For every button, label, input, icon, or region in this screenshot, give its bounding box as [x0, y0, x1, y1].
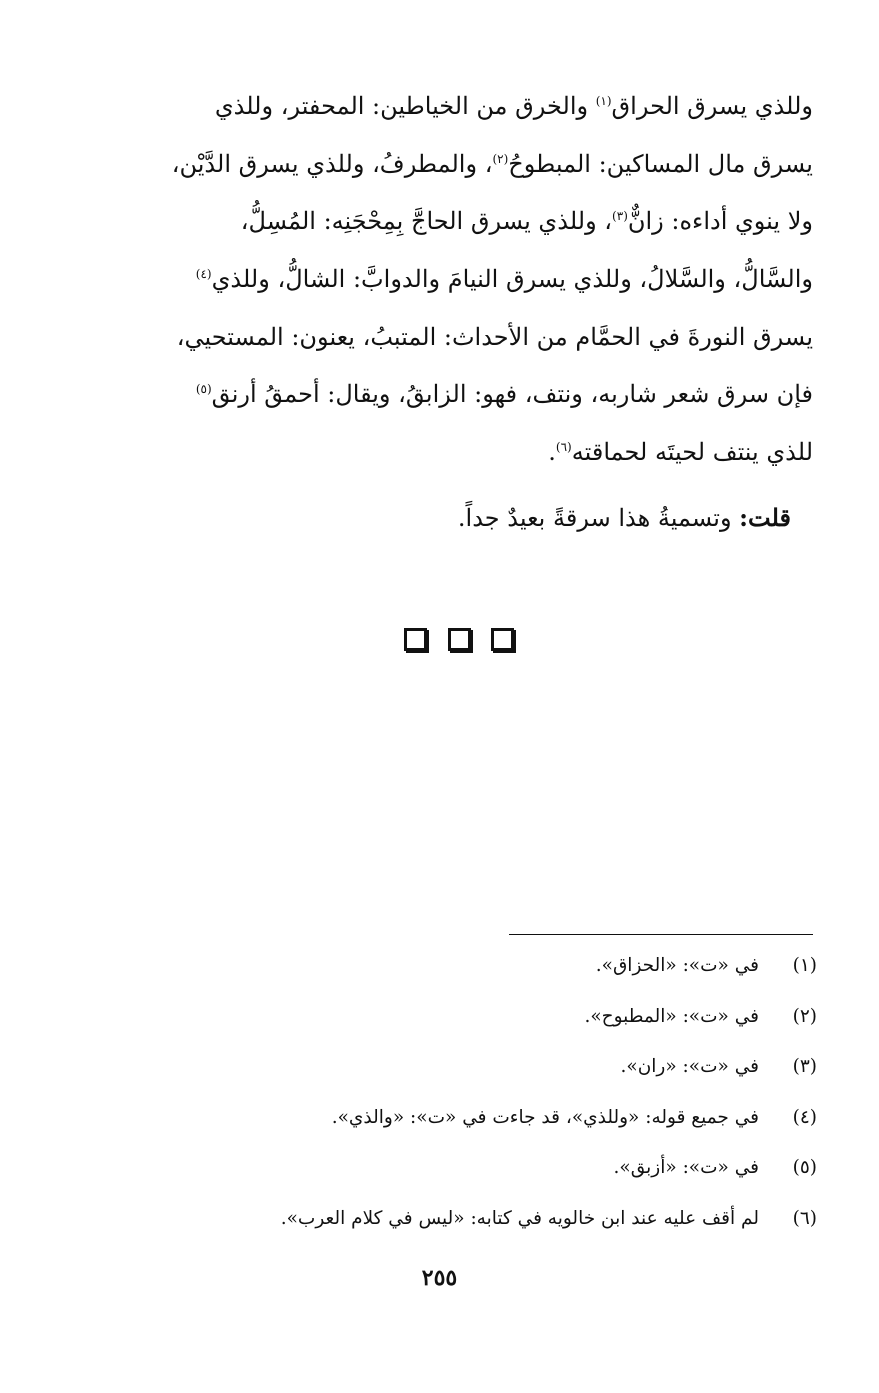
footnote-ref[interactable]: (٥)	[195, 382, 212, 397]
footnote-number: (٥)	[792, 1157, 817, 1179]
footnote-ref[interactable]: (٢)	[492, 151, 509, 166]
footnote-number: (٢)	[792, 1005, 817, 1027]
footnote-item	[117, 1204, 817, 1255]
text-line: وللذي يسرق الحراق$^{(١)}$ والخرق من الخياطين: المحفتر، وللذي	[214, 92, 813, 120]
footnote-ref[interactable]: (١)	[595, 94, 612, 108]
text-line: ولا ينوي أداءه: زانٌّ$^{(٣)}$، وللذي يسرق الحاجَّ بِمِحْجَنِه: المُسِلُّ،	[240, 207, 813, 236]
text-line: والسَّالُّ، والسَّلالُ، وللذي يسرق النيامَ والدوابَّ: الشالُّ، وللذي$^{(٤)}$	[195, 265, 813, 294]
footnote-item	[117, 1002, 817, 1053]
footnote-text: في جميع قوله: «وللذي»، قد جاءت في «ت»: «والذي».	[331, 1106, 759, 1128]
footnote-item	[117, 1153, 817, 1204]
remark-label: قلت:	[739, 503, 791, 532]
square-ornament-icon	[404, 628, 427, 651]
footnote-number: (٣)	[792, 1056, 817, 1078]
square-ornament-icon	[491, 628, 514, 651]
section-separator	[404, 628, 514, 656]
page-number: ٢٥٥	[421, 1265, 458, 1291]
main-paragraph	[63, 78, 813, 482]
text-line: يسرق مال المساكين: المبطوحُ$^{(٢)}$، والمطرفُ، وللذي يسرق الدَّيْن،	[171, 149, 813, 178]
footnote-item	[117, 951, 817, 1002]
footnote-text: في «ت»: «أزبق».	[613, 1157, 759, 1179]
footnote-number: (١)	[792, 955, 817, 976]
square-ornament-icon	[448, 628, 471, 651]
footnotes	[117, 951, 817, 1255]
remark-text: وتسميةُ هذا سرقةً بعيدٌ جداً.	[457, 504, 740, 532]
footnote-text: في «ت»: «ران».	[620, 1056, 759, 1078]
footnote-text: لم أقف عليه عند ابن خالويه في كتابه: «ليس في كلام العرب».	[280, 1207, 759, 1229]
footnote-text: في «ت»: «الحزاق».	[595, 955, 759, 976]
footnote-ref[interactable]: (٤)	[195, 267, 212, 282]
footnote-ref[interactable]: (٦)	[555, 440, 572, 455]
footnote-text: في «ت»: «المطبوح».	[584, 1005, 759, 1027]
text-line: للذي ينتف لحيتَه لحماقته$^{(٦)}$.	[548, 438, 813, 467]
author-remark	[91, 498, 791, 538]
footnote-ref[interactable]: (٣)	[612, 209, 628, 224]
footnote-number: (٦)	[792, 1207, 817, 1229]
text-line: فإن سرق شعر شاربه، ونتف، فهو: الزابقُ، ويقال: أحمقُ أرنق$^{(٥)}$	[195, 380, 813, 409]
footnote-divider	[509, 934, 813, 935]
text-line: يسرق النورةَ في الحمَّام من الأحداث: المتببُ، يعنون: المستحيي،	[176, 322, 813, 351]
footnote-item	[117, 1052, 817, 1103]
footnote-item	[117, 1103, 817, 1154]
footnote-number: (٤)	[792, 1106, 817, 1128]
